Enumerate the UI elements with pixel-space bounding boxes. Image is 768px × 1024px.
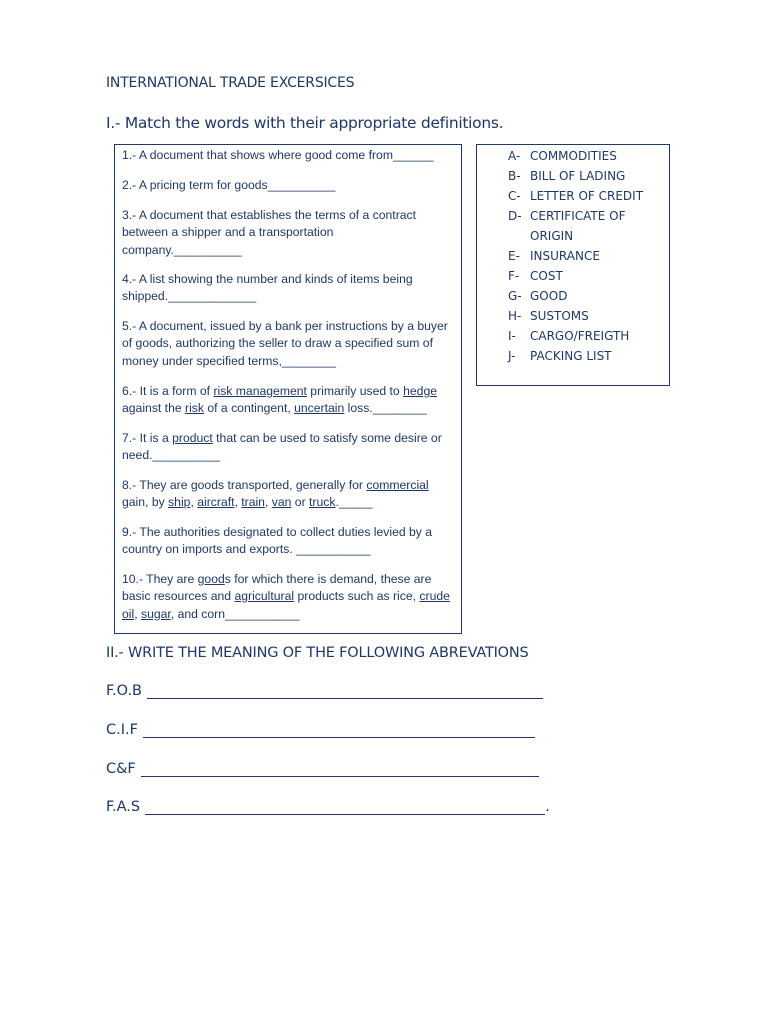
option-letter: I- bbox=[508, 329, 516, 343]
option-word: COMMODITIES bbox=[530, 149, 617, 163]
abbreviation-label: F.O.B bbox=[106, 683, 143, 699]
definition-text: 4.- A list showing the number and kinds of items being shipped._____________ bbox=[122, 272, 413, 304]
option-word: COST bbox=[530, 269, 563, 283]
option-letter: C- bbox=[508, 189, 521, 203]
definition-text: 2.- A pricing term for goods__________ bbox=[122, 178, 336, 192]
underlined-term: good bbox=[197, 572, 225, 586]
answer-line[interactable] bbox=[141, 760, 539, 777]
definition-text: 3.- A document that establishes the terms of a contract between a shipper and a transportation company.__________ bbox=[122, 208, 417, 257]
option-word: ORIGIN bbox=[530, 229, 574, 243]
underlined-term: train bbox=[241, 495, 265, 510]
option-word: CERTIFICATE OF bbox=[530, 209, 626, 223]
answer-line[interactable] bbox=[143, 721, 535, 738]
underlined-term: aircraft bbox=[197, 495, 235, 510]
definition-text: ._____ bbox=[335, 495, 373, 510]
option-letter: B- bbox=[508, 169, 521, 183]
definition-text: 5.- A document, issued by a bank per instructions by a buyer of goods, authorizing the seller to draw a specified sum of money under specified terms,________ bbox=[122, 319, 448, 368]
option-letter: F- bbox=[508, 269, 520, 283]
option-word: INSURANCE bbox=[530, 249, 600, 263]
option-word: BILL OF LADING bbox=[530, 169, 626, 183]
underlined-term: risk bbox=[185, 401, 204, 416]
definition-text: , bbox=[234, 495, 242, 510]
option-word: LETTER OF CREDIT bbox=[530, 189, 644, 203]
abbreviation-label: C.I.F bbox=[106, 722, 138, 738]
abbreviation-label: F.A.S bbox=[106, 799, 141, 815]
definition-text: 7.- It is a bbox=[122, 431, 173, 445]
definition-text: that can be used to satisfy some desire or need.__________ bbox=[122, 431, 442, 463]
answer-line[interactable] bbox=[145, 798, 545, 815]
underlined-term: hedge bbox=[403, 384, 437, 398]
option-word: CARGO/FREIGTH bbox=[530, 329, 630, 343]
option-letter: G- bbox=[508, 289, 522, 303]
underlined-term: van bbox=[271, 495, 292, 510]
definition-item bbox=[122, 207, 456, 259]
option-letter: E- bbox=[508, 249, 520, 263]
underlined-term: truck bbox=[309, 495, 336, 510]
underlined-term: product bbox=[172, 431, 213, 445]
option-letter: H- bbox=[508, 309, 522, 323]
option-word: PACKING LIST bbox=[530, 349, 612, 363]
definition-item bbox=[122, 524, 456, 559]
abbreviation-row bbox=[106, 721, 535, 738]
underlined-term: sugar bbox=[140, 606, 171, 621]
underlined-term: risk management bbox=[213, 384, 307, 398]
underlined-term: ship bbox=[168, 495, 191, 510]
definition-item bbox=[122, 271, 456, 306]
definition-text: products such as rice, bbox=[294, 589, 420, 604]
definition-item bbox=[122, 477, 456, 512]
definition-item bbox=[122, 430, 456, 465]
definition-item bbox=[122, 383, 456, 418]
definition-text: gain, by bbox=[122, 495, 169, 510]
definition-text: 8.- They are goods transported, generally for bbox=[122, 478, 367, 492]
definition-text: , bbox=[134, 606, 141, 621]
abbreviation-row bbox=[106, 760, 539, 777]
definition-text: 6.- It is a form of bbox=[122, 384, 214, 398]
section-1-heading: I.- Match the words with their appropriate definitions. bbox=[106, 114, 504, 132]
definition-text: , and corn___________ bbox=[170, 606, 300, 621]
page-title: INTERNATIONAL TRADE EXCERSICES bbox=[106, 75, 355, 91]
answer-line[interactable] bbox=[147, 682, 543, 699]
option-word: SUSTOMS bbox=[530, 309, 589, 323]
definition-text: against the bbox=[122, 401, 186, 416]
option-letter: J- bbox=[508, 349, 516, 363]
definition-text: 1.- A document that shows where good come from______ bbox=[122, 148, 434, 162]
definition-text: primarily used to bbox=[306, 384, 404, 398]
section-2-heading: II.- WRITE THE MEANING OF THE FOLLOWING ABREVATIONS bbox=[106, 645, 529, 661]
underlined-term: agricultural bbox=[234, 589, 295, 604]
definition-text: , bbox=[264, 495, 272, 510]
definition-text: , bbox=[190, 495, 198, 510]
line-end-mark: . bbox=[545, 799, 550, 815]
definition-text: 10.- They are bbox=[122, 572, 198, 586]
option-letter: D- bbox=[508, 209, 522, 223]
definition-item bbox=[122, 177, 456, 194]
abbreviation-label: C&F bbox=[106, 761, 136, 777]
abbreviation-row bbox=[106, 798, 550, 815]
definition-item bbox=[122, 147, 456, 164]
underlined-term: crude oil bbox=[122, 589, 450, 621]
definition-text: or bbox=[291, 495, 310, 510]
underlined-term: uncertain bbox=[294, 401, 345, 416]
definition-text: 9.- The authorities designated to collect duties levied by a country on imports and exports. ___________ bbox=[122, 525, 433, 557]
option-word: GOOD bbox=[530, 289, 568, 303]
definition-text: of a contingent, bbox=[203, 401, 295, 416]
option-letter: A- bbox=[508, 149, 521, 163]
definition-text: s for which there is demand, these are basic resources and bbox=[122, 572, 432, 604]
definition-text: loss.________ bbox=[344, 401, 427, 416]
abbreviation-row bbox=[106, 682, 543, 699]
definition-item bbox=[122, 318, 456, 370]
definition-item bbox=[122, 571, 456, 623]
underlined-term: commercial bbox=[366, 478, 429, 492]
